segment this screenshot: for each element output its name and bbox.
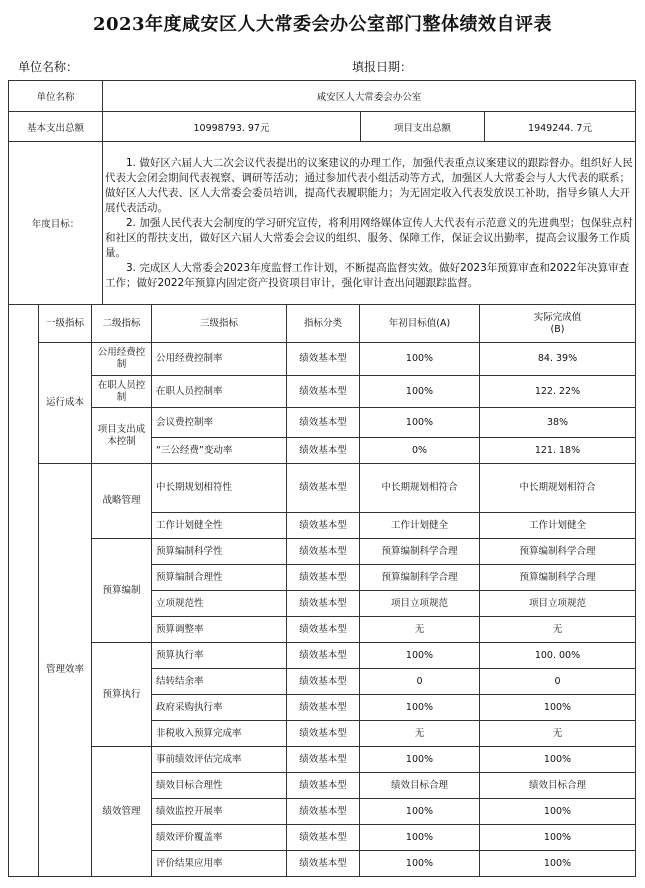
- target-value: 预算编制科学合理: [360, 539, 480, 565]
- actual-value: 预算编制科学合理: [480, 565, 636, 591]
- level3-indicator: 预算调整率: [152, 617, 287, 643]
- category-cell: 绩效基本型: [287, 376, 360, 408]
- header-category: 指标分类: [287, 305, 360, 343]
- goal-paragraph: 3. 完成区人大常委会2023年度监督工作计划，不断提高监督实效。做好2023年预算审查和2022年决算审查工作；做好2022年预算内固定资产投资项目审计，强化审计查出问题跟踪监督。: [105, 261, 630, 289]
- category-cell: 绩效基本型: [287, 851, 360, 877]
- actual-value: 0: [480, 669, 636, 695]
- target-value: 0%: [360, 438, 480, 464]
- level3-indicator: “三公经费”变动率: [152, 438, 287, 464]
- target-value: 0: [360, 669, 480, 695]
- fill-date-label: 填报日期：: [352, 60, 413, 74]
- level3-indicator: 中长期规划相符性: [152, 464, 287, 513]
- level3-indicator: 工作计划健全性: [152, 513, 287, 539]
- actual-value: 100. 00%: [480, 643, 636, 669]
- actual-value: 122. 22%: [480, 376, 636, 408]
- actual-value: 100%: [480, 825, 636, 851]
- goal-paragraph: 1. 做好区六届人大二次会议代表提出的议案建议的办理工作，加强代表重点议案建议的跟踪督办。组织好人民代表大会闭会期间代表视察、调研等活动；通过参加代表小组活动等方式，加强区人大常委会与人大代表的联系；做好区人大代表、区人大常委会委员培训，提高代表履职能力；为无固定收入代表发放误工补助，指导乡镇人大开展代表活动。: [105, 156, 633, 214]
- category-cell: 绩效基本型: [287, 721, 360, 747]
- annual-goal-label: 年度目标：: [9, 142, 103, 305]
- level3-indicator: 公用经费控制率: [152, 343, 287, 376]
- level3-indicator: 绩效监控开展率: [152, 799, 287, 825]
- category-cell: 绩效基本型: [287, 773, 360, 799]
- header-actual: 实际完成值 (B): [480, 305, 636, 343]
- level2-budget-exec: 预算执行: [92, 643, 152, 747]
- category-cell: 绩效基本型: [287, 464, 360, 513]
- actual-value: 无: [480, 617, 636, 643]
- left-margin-cell: [9, 305, 39, 877]
- actual-value: 100%: [480, 851, 636, 877]
- category-cell: 绩效基本型: [287, 695, 360, 721]
- actual-value: 工作计划健全: [480, 513, 636, 539]
- category-cell: 绩效基本型: [287, 617, 360, 643]
- project-expense-value: 1949244. 7元: [485, 112, 636, 142]
- actual-value: 100%: [480, 799, 636, 825]
- target-value: 100%: [360, 695, 480, 721]
- category-cell: 绩效基本型: [287, 539, 360, 565]
- level3-indicator: 预算执行率: [152, 643, 287, 669]
- category-cell: 绩效基本型: [287, 513, 360, 539]
- target-value: 项目立项规范: [360, 591, 480, 617]
- target-value: 100%: [360, 343, 480, 376]
- category-cell: 绩效基本型: [287, 343, 360, 376]
- level2-strategy: 战略管理: [92, 464, 152, 539]
- target-value: 中长期规划相符合: [360, 464, 480, 513]
- target-value: 100%: [360, 851, 480, 877]
- level3-indicator: 会议费控制率: [152, 408, 287, 438]
- page-title: 2023年度咸安区人大常委会办公室部门整体绩效自评表: [92, 14, 553, 35]
- header-level1: 一级指标: [39, 305, 92, 343]
- actual-value: 绩效目标合理: [480, 773, 636, 799]
- category-cell: 绩效基本型: [287, 747, 360, 773]
- header-level3: 三级指标: [152, 305, 287, 343]
- level3-indicator: 在职人员控制率: [152, 376, 287, 408]
- actual-value: 项目立项规范: [480, 591, 636, 617]
- level1-mgmt-eff: 管理效率: [39, 464, 92, 877]
- header-target: 年初目标值(A): [360, 305, 480, 343]
- level2-public-funds: 公用经费控制: [92, 343, 152, 376]
- level3-indicator: 政府采购执行率: [152, 695, 287, 721]
- category-cell: 绩效基本型: [287, 669, 360, 695]
- category-cell: 绩效基本型: [287, 643, 360, 669]
- actual-value: 预算编制科学合理: [480, 539, 636, 565]
- level2-project: 项目支出成本控制: [92, 408, 152, 464]
- actual-value: 100%: [480, 695, 636, 721]
- category-cell: 绩效基本型: [287, 408, 360, 438]
- category-cell: 绩效基本型: [287, 565, 360, 591]
- actual-value: 84. 39%: [480, 343, 636, 376]
- actual-value: 中长期规划相符合: [480, 464, 636, 513]
- category-cell: 绩效基本型: [287, 438, 360, 464]
- category-cell: 绩效基本型: [287, 591, 360, 617]
- info-table: [8, 80, 636, 305]
- level3-indicator: 绩效评价覆盖率: [152, 825, 287, 851]
- project-expense-label: 项目支出总额: [361, 112, 485, 142]
- target-value: 绩效目标合理: [360, 773, 480, 799]
- category-cell: 绩效基本型: [287, 825, 360, 851]
- category-cell: 绩效基本型: [287, 799, 360, 825]
- actual-value: 38%: [480, 408, 636, 438]
- level1-run-cost: 运行成本: [39, 343, 92, 464]
- target-value: 工作计划健全: [360, 513, 480, 539]
- level3-indicator: 非税收入预算完成率: [152, 721, 287, 747]
- basic-expense-value: 10998793. 97元: [103, 112, 361, 142]
- target-value: 无: [360, 617, 480, 643]
- actual-value: 121. 18%: [480, 438, 636, 464]
- target-value: 无: [360, 721, 480, 747]
- header-level2: 二级指标: [92, 305, 152, 343]
- unit-label: 单位名称: [9, 81, 103, 112]
- target-value: 100%: [360, 643, 480, 669]
- level3-indicator: 结转结余率: [152, 669, 287, 695]
- level3-indicator: 预算编制科学性: [152, 539, 287, 565]
- level2-staff: 在职人员控制: [92, 376, 152, 408]
- actual-value: 100%: [480, 747, 636, 773]
- unit-value: 咸安区人大常委会办公室: [103, 81, 636, 112]
- level3-indicator: 事前绩效评估完成率: [152, 747, 287, 773]
- target-value: 100%: [360, 408, 480, 438]
- level3-indicator: 绩效目标合理性: [152, 773, 287, 799]
- level3-indicator: 评价结果应用率: [152, 851, 287, 877]
- unit-name-label: 单位名称：: [18, 60, 79, 74]
- actual-value: 无: [480, 721, 636, 747]
- target-value: 100%: [360, 376, 480, 408]
- target-value: 100%: [360, 825, 480, 851]
- goal-paragraph: 2. 加强人民代表大会制度的学习研究宣传，将利用网络媒体宣传人大代表有示范意义的先进典型；包保驻点村和社区的帮扶支出，做好区六届人大常委会会议的组织、服务、保障工作，保证会议出勤率，提高会议服务工作质量。: [105, 216, 633, 259]
- indicator-table: [8, 304, 636, 877]
- target-value: 100%: [360, 799, 480, 825]
- level3-indicator: 立项规范性: [152, 591, 287, 617]
- level2-budget-prep: 预算编制: [92, 539, 152, 643]
- level2-perf-mgmt: 绩效管理: [92, 747, 152, 877]
- level3-indicator: 预算编制合理性: [152, 565, 287, 591]
- annual-goal-text: [103, 142, 636, 305]
- basic-expense-label: 基本支出总额: [9, 112, 103, 142]
- target-value: 预算编制科学合理: [360, 565, 480, 591]
- target-value: 100%: [360, 747, 480, 773]
